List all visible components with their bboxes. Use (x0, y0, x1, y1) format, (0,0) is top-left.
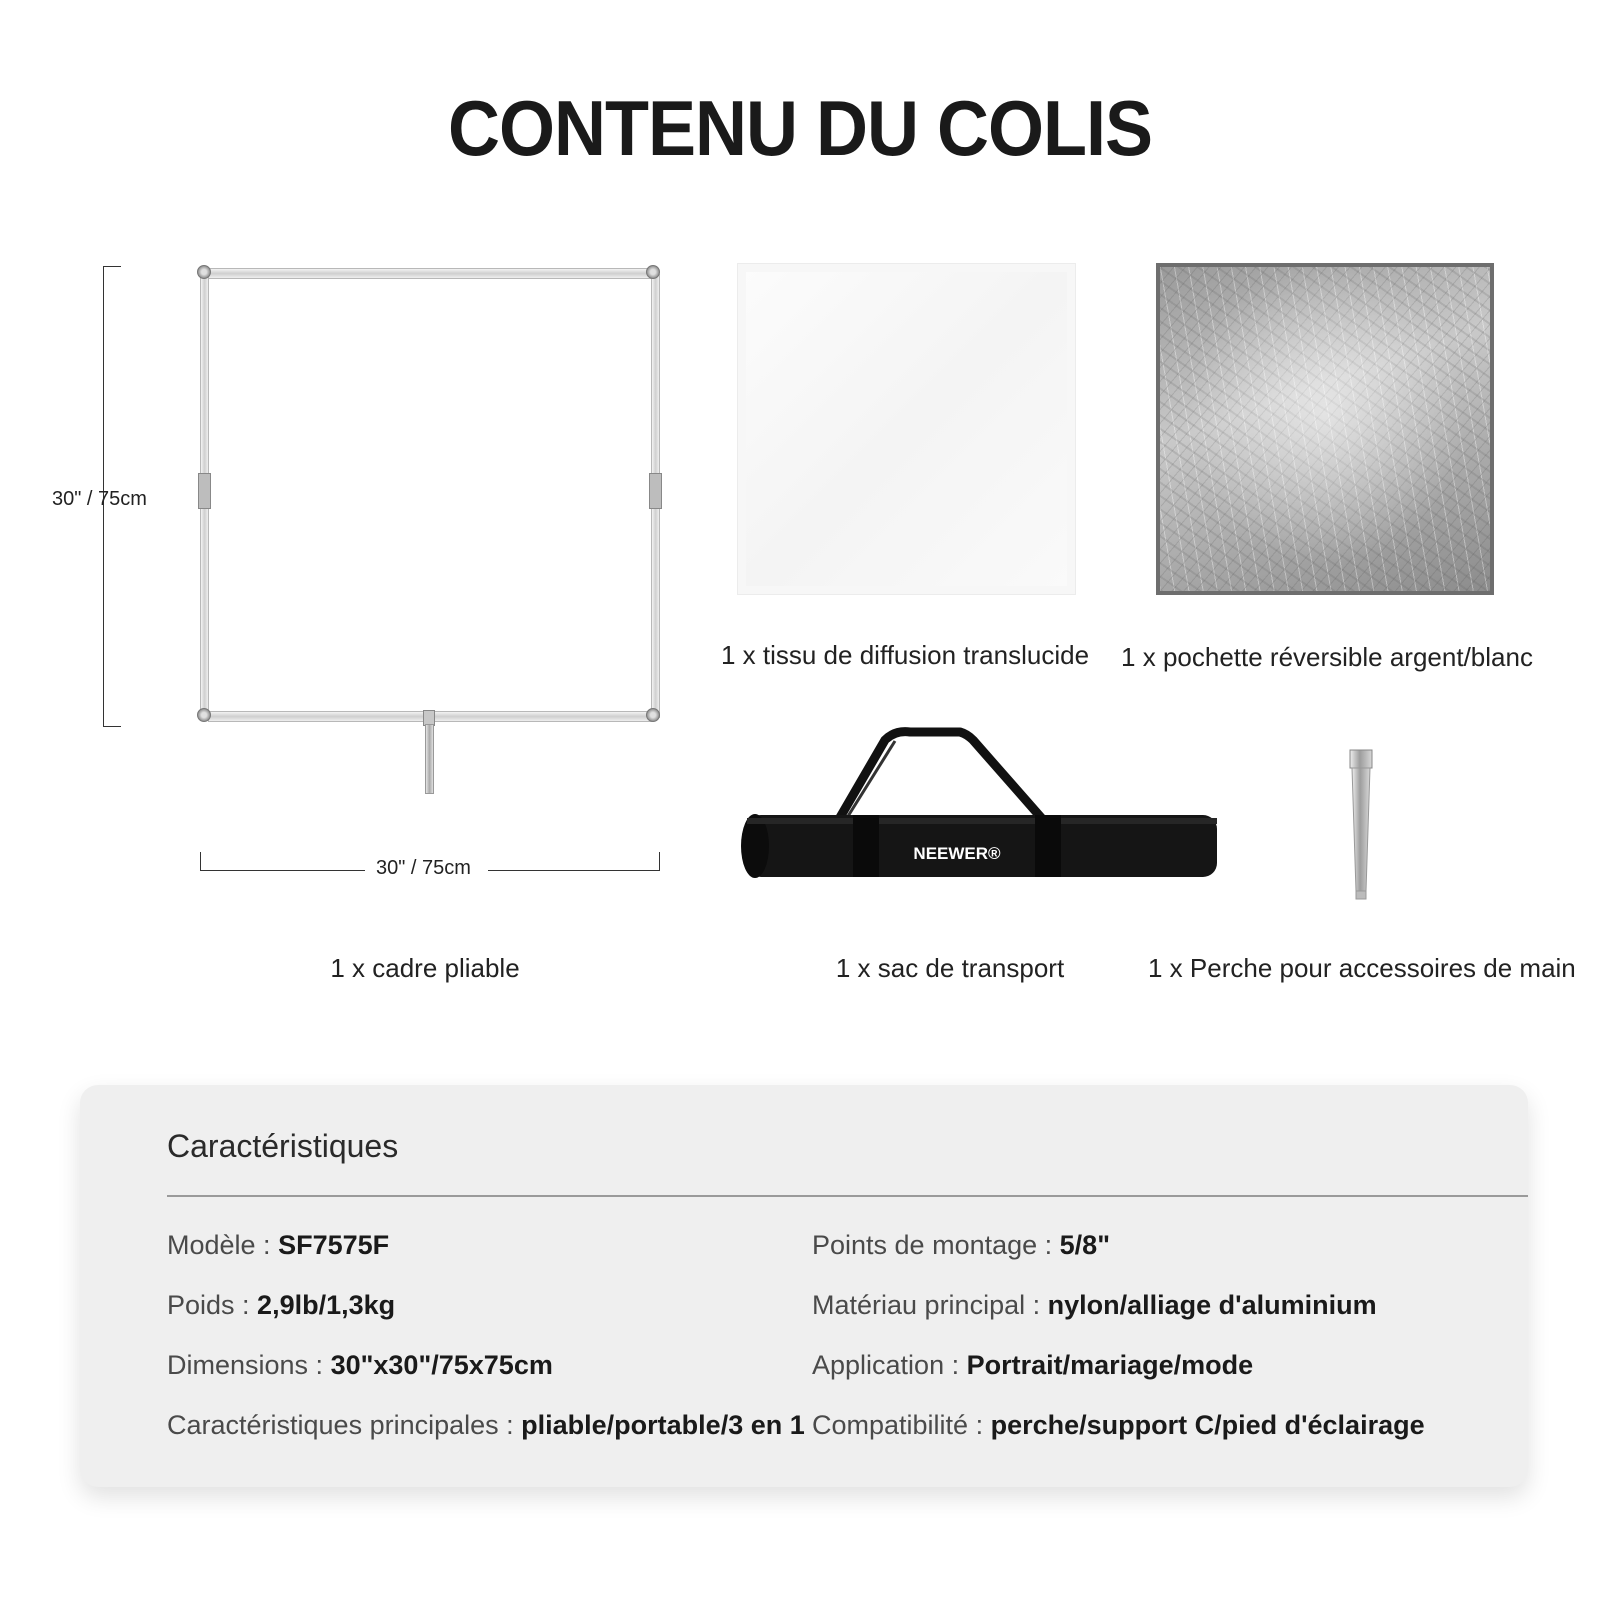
rod-head (1350, 750, 1372, 768)
folding-frame-image (200, 268, 660, 796)
width-dimension-line-right (488, 870, 660, 871)
bag-strap-left (853, 815, 879, 877)
frame-corner-icon (197, 265, 211, 279)
grip-rod-image (1349, 749, 1373, 901)
width-dimension-tick-left (200, 852, 201, 870)
bag-strap-right (1035, 815, 1061, 877)
spec-row: Poids : 2,9lb/1,3kg (167, 1290, 396, 1320)
spec-row: Modèle : SF7575F (167, 1230, 390, 1260)
rod-tip (1356, 891, 1366, 899)
spec-row: Dimensions : 30"x30"/75x75cm (167, 1350, 553, 1380)
height-dimension-tick-top (103, 266, 121, 267)
silver-reflector-image (1156, 263, 1494, 595)
frame-corner-icon (646, 265, 660, 279)
width-dimension-tick-right (659, 852, 660, 870)
specifications-title: Caractéristiques (167, 1128, 399, 1164)
width-dimension-label: 30" / 75cm (376, 857, 471, 879)
bag-handle (835, 732, 1045, 826)
item-caption-frame: 1 x cadre pliable (330, 953, 520, 983)
frame-hinge-icon (649, 473, 662, 509)
frame-stud-icon (425, 724, 434, 794)
item-caption-reflector: 1 x pochette réversible argent/blanc (1121, 642, 1533, 672)
item-caption-diffusion: 1 x tissu de diffusion translucide (720, 640, 1090, 670)
frame-top-bar (208, 268, 652, 279)
bag-zipper (747, 818, 1217, 824)
frame-hinge-icon (198, 473, 211, 509)
item-caption-bag: 1 x sac de transport (835, 953, 1065, 983)
spec-row: Compatibilité : perche/support C/pied d'éclairage (812, 1410, 1425, 1440)
page-title: CONTENU DU COLIS (448, 85, 1152, 173)
bag-brand-logo: NEEWER® (913, 844, 1001, 863)
carrying-bag-image (735, 726, 1229, 888)
width-dimension-line-left (200, 870, 365, 871)
bag-handle-edge (845, 741, 895, 821)
frame-corner-icon (646, 708, 660, 722)
frame-corner-icon (197, 708, 211, 722)
specifications-divider (167, 1195, 1528, 1197)
spec-row: Application : Portrait/mariage/mode (812, 1350, 1254, 1380)
rod-body (1352, 768, 1370, 891)
spec-row: Points de montage : 5/8" (812, 1230, 1110, 1260)
spec-row: Caractéristiques principales : pliable/portable/3 en 1 (167, 1410, 805, 1440)
diffusion-cloth-image (737, 263, 1076, 595)
height-dimension-label: 30" / 75cm (52, 488, 147, 510)
item-caption-rod: 1 x Perche pour accessoires de main (1148, 953, 1576, 983)
height-dimension-tick-bottom (103, 726, 121, 727)
spec-row: Matériau principal : nylon/alliage d'aluminium (812, 1290, 1377, 1320)
